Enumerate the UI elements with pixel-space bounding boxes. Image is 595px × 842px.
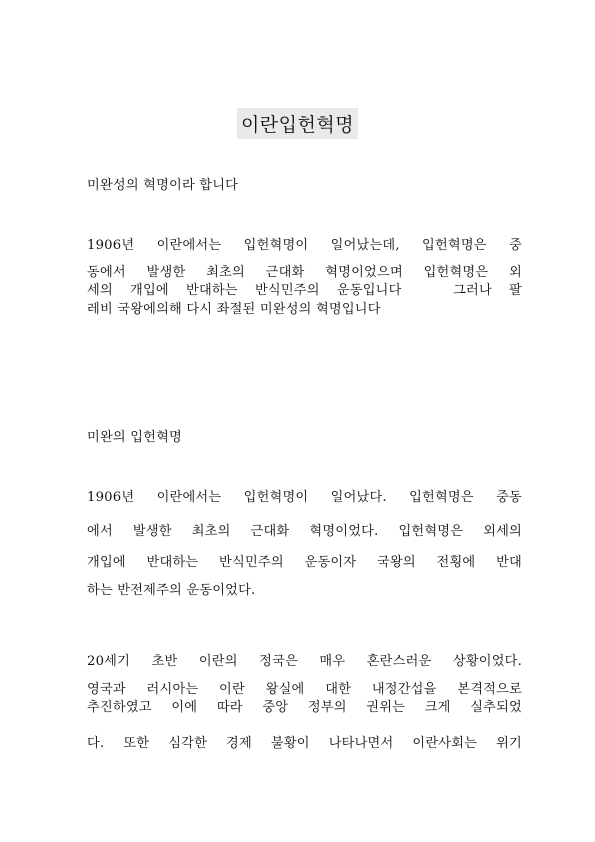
document-title: 이란입헌혁명 — [237, 108, 358, 139]
section1-line-2: 동에서 발생한 최초의 근대화 혁명이었으며 입헌혁명은 외 — [87, 265, 522, 280]
section1-heading: 미완성의 혁명이라 합니다 — [87, 178, 239, 193]
section1-line-4: 레비 국왕에의해 다시 좌절된 미완성의 혁명입니다 — [87, 302, 381, 317]
section1-line-1: 1906년 이란에서는 입헌혁명이 일어났는데, 입헌혁명은 중 — [87, 238, 522, 253]
section3-line-4: 다. 또한 심각한 경제 불황이 나타나면서 이란사회는 위기 — [87, 736, 522, 751]
section2-heading: 미완의 입헌혁명 — [87, 430, 182, 445]
section3-line-2: 영국과 러시아는 이란 왕실에 대한 내정간섭을 본격적으로 — [87, 682, 522, 697]
section3-line-3: 추진하였고 이에 따라 중앙 정부의 권위는 크게 실추되었 — [87, 700, 522, 715]
section2-line-1: 1906년 이란에서는 입헌혁명이 일어났다. 입헌혁명은 중동 — [87, 490, 522, 505]
section2-line-3: 개입에 반대하는 반식민주의 운동이자 국왕의 전횡에 반대 — [87, 555, 522, 570]
section2-line-4: 하는 반전제주의 운동이었다. — [87, 583, 256, 598]
section3-line-1: 20세기 초반 이란의 정국은 매우 혼란스러운 상황이었다. — [87, 654, 522, 669]
document-title-block — [0, 108, 595, 139]
section1-line-3: 세의 개입에 반대하는 반식민주의 운동입니다 그러나 팔 — [87, 283, 522, 298]
section2-line-2: 에서 발생한 최초의 근대화 혁명이었다. 입헌혁명은 외세의 — [87, 524, 522, 539]
